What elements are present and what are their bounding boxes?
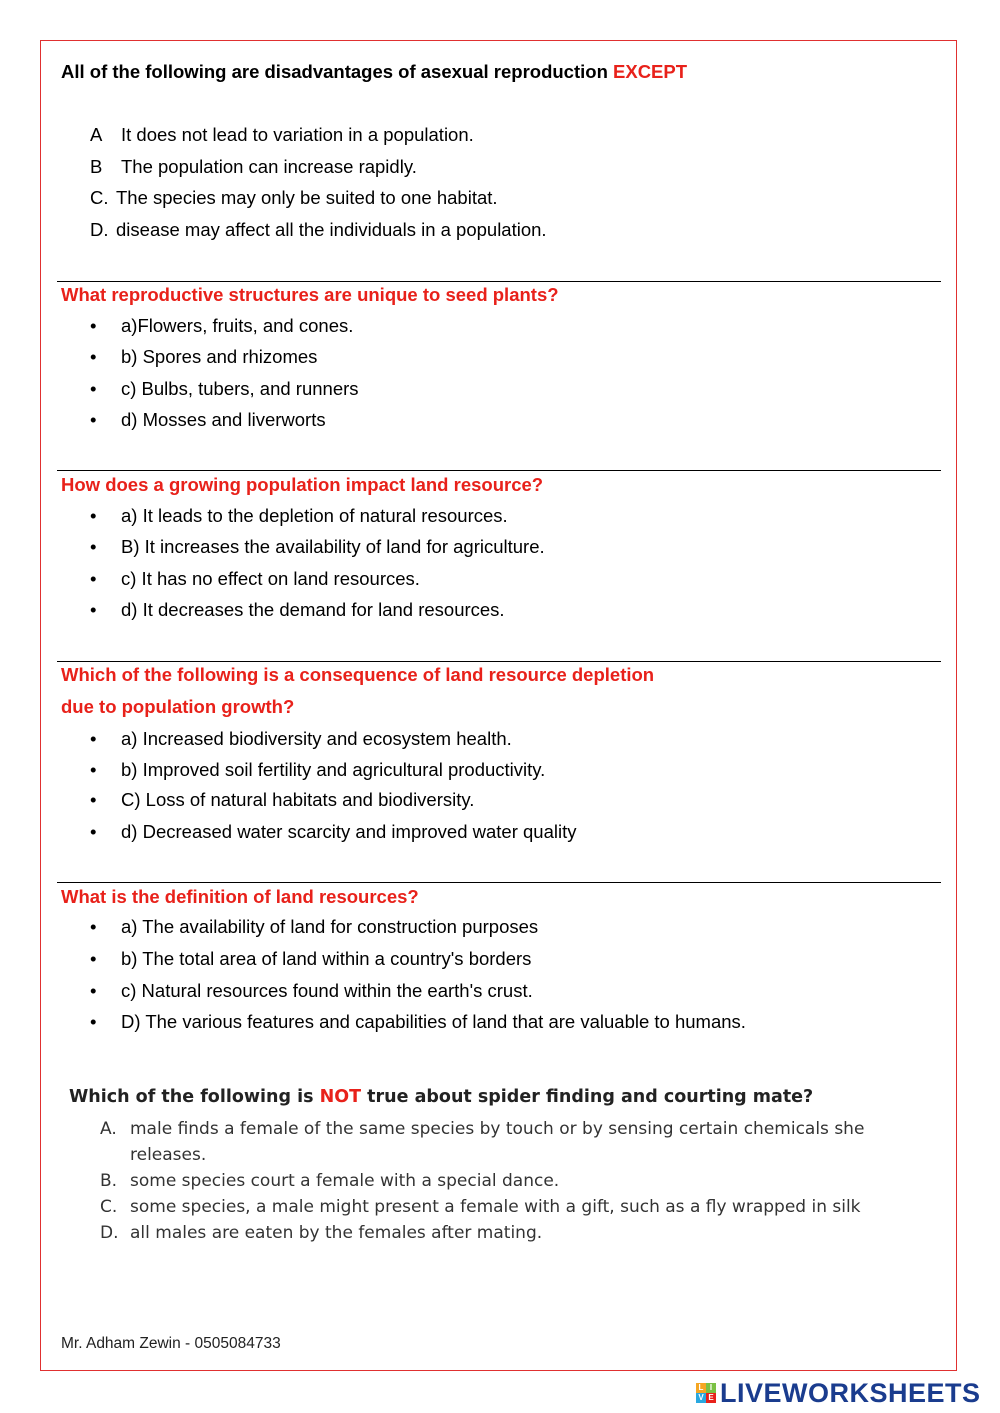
q4-option-c[interactable]	[90, 789, 474, 811]
q4-option-a[interactable]	[90, 728, 512, 750]
option-letter: A.	[100, 1119, 117, 1139]
logo-text: LIVEWORKSHEETS	[720, 1377, 981, 1408]
bullet: •	[90, 536, 97, 557]
q3-option-b[interactable]	[90, 536, 545, 558]
option-text: disease may affect all the individuals in a population.	[116, 219, 547, 240]
q5-option-d[interactable]	[90, 1011, 746, 1033]
option-text: some species, a male might present a female with a gift, such as a fly wrapped in silk	[130, 1197, 861, 1217]
option-text: b) The total area of land within a country's borders	[121, 948, 532, 969]
footer-credit: Mr. Adham Zewin - 0505084733	[61, 1335, 281, 1352]
bullet: •	[90, 948, 97, 969]
option-text: b) Spores and rhizomes	[121, 346, 318, 367]
question-5: What is the definition of land resources?	[61, 886, 419, 907]
logo-letter: E	[706, 1393, 716, 1403]
question-2: What reproductive structures are unique to seed plants?	[61, 284, 559, 305]
option-text: The species may only be suited to one habitat.	[116, 187, 498, 208]
question-6-text: Which of the following is	[69, 1087, 320, 1107]
bullet: •	[90, 568, 97, 589]
bullet: •	[90, 1011, 97, 1032]
option-text: d) Decreased water scarcity and improved water quality	[121, 821, 577, 842]
q6-option-b[interactable]	[100, 1171, 559, 1191]
logo-letter: V	[696, 1393, 706, 1403]
q3-option-d[interactable]	[90, 599, 505, 621]
option-text: a) It leads to the depletion of natural resources.	[121, 505, 508, 526]
option-text: B) It increases the availability of land for agriculture.	[121, 536, 545, 557]
q6-option-a-continued: releases.	[130, 1145, 207, 1165]
bullet: •	[90, 916, 97, 937]
q5-option-b[interactable]	[90, 948, 531, 970]
option-text: It does not lead to variation in a population.	[121, 124, 474, 145]
bullet: •	[90, 599, 97, 620]
bullet: •	[90, 789, 97, 810]
option-text: a) Increased biodiversity and ecosystem health.	[121, 728, 512, 749]
option-text: all males are eaten by the females after mating.	[130, 1223, 543, 1243]
question-6-emphasis: NOT	[319, 1087, 362, 1107]
option-text: d) Mosses and liverworts	[121, 409, 326, 430]
question-1	[61, 61, 687, 83]
bullet: •	[90, 728, 97, 749]
question-1-text: All of the following are disadvantages of asexual reproduction	[61, 61, 614, 82]
option-letter: C.	[90, 187, 109, 208]
q6-option-c[interactable]	[100, 1197, 861, 1217]
q3-option-a[interactable]	[90, 505, 508, 527]
divider	[57, 281, 941, 282]
q1-option-b[interactable]	[90, 156, 417, 178]
q6-option-d[interactable]	[100, 1223, 542, 1243]
q1-option-a[interactable]	[90, 124, 474, 146]
logo-icon	[696, 1383, 716, 1403]
option-text: male finds a female of the same species by touch or by sensing certain chemicals she	[130, 1119, 865, 1139]
bullet: •	[90, 315, 97, 336]
bullet: •	[90, 980, 97, 1001]
q4-option-b[interactable]	[90, 759, 545, 781]
bullet: •	[90, 821, 97, 842]
q1-option-c[interactable]	[90, 187, 498, 209]
option-text: a)Flowers, fruits, and cones.	[121, 315, 354, 336]
question-1-emphasis: EXCEPT	[613, 61, 688, 82]
divider	[57, 470, 941, 471]
option-text: d) It decreases the demand for land resources.	[121, 599, 505, 620]
logo-letter: L	[696, 1383, 706, 1393]
question-4-line-2: due to population growth?	[61, 696, 295, 717]
option-letter: C.	[100, 1197, 118, 1217]
q5-option-a[interactable]	[90, 916, 538, 938]
option-text: a) The availability of land for construction purposes	[121, 916, 539, 937]
option-text: D) The various features and capabilities of land that are valuable to humans.	[121, 1011, 746, 1032]
option-text: c) It has no effect on land resources.	[121, 568, 420, 589]
q2-option-d[interactable]	[90, 409, 326, 431]
bullet: •	[90, 378, 97, 399]
question-6	[69, 1087, 813, 1107]
option-letter: D.	[90, 219, 109, 240]
option-letter: A	[90, 124, 103, 145]
option-text: b) Improved soil fertility and agricultural productivity.	[121, 759, 546, 780]
bullet: •	[90, 346, 97, 367]
q4-option-d[interactable]	[90, 821, 577, 843]
question-6-text-end: true about spider finding and courting mate?	[361, 1087, 814, 1107]
q2-option-a[interactable]	[90, 315, 353, 337]
question-4-line-1: Which of the following is a consequence of land resource depletion	[61, 664, 655, 685]
option-letter: B.	[100, 1171, 118, 1191]
q2-option-b[interactable]	[90, 346, 317, 368]
option-text: The population can increase rapidly.	[121, 156, 417, 177]
liveworksheets-logo[interactable]	[696, 1378, 981, 1408]
q1-option-d[interactable]	[90, 219, 547, 241]
bullet: •	[90, 759, 97, 780]
q5-option-c[interactable]	[90, 980, 533, 1002]
q2-option-c[interactable]	[90, 378, 359, 400]
bullet: •	[90, 409, 97, 430]
option-text: c) Natural resources found within the earth's crust.	[121, 980, 533, 1001]
logo-letter: I	[706, 1383, 716, 1393]
option-text: some species court a female with a special dance.	[130, 1171, 560, 1191]
divider	[57, 882, 941, 883]
option-text: C) Loss of natural habitats and biodiversity.	[121, 789, 475, 810]
option-letter: D.	[100, 1223, 119, 1243]
q6-option-a[interactable]	[100, 1119, 864, 1139]
option-letter: B	[90, 156, 103, 177]
divider	[57, 661, 941, 662]
bullet: •	[90, 505, 97, 526]
q3-option-c[interactable]	[90, 568, 420, 590]
option-text: c) Bulbs, tubers, and runners	[121, 378, 359, 399]
question-3: How does a growing population impact land resource?	[61, 474, 544, 495]
